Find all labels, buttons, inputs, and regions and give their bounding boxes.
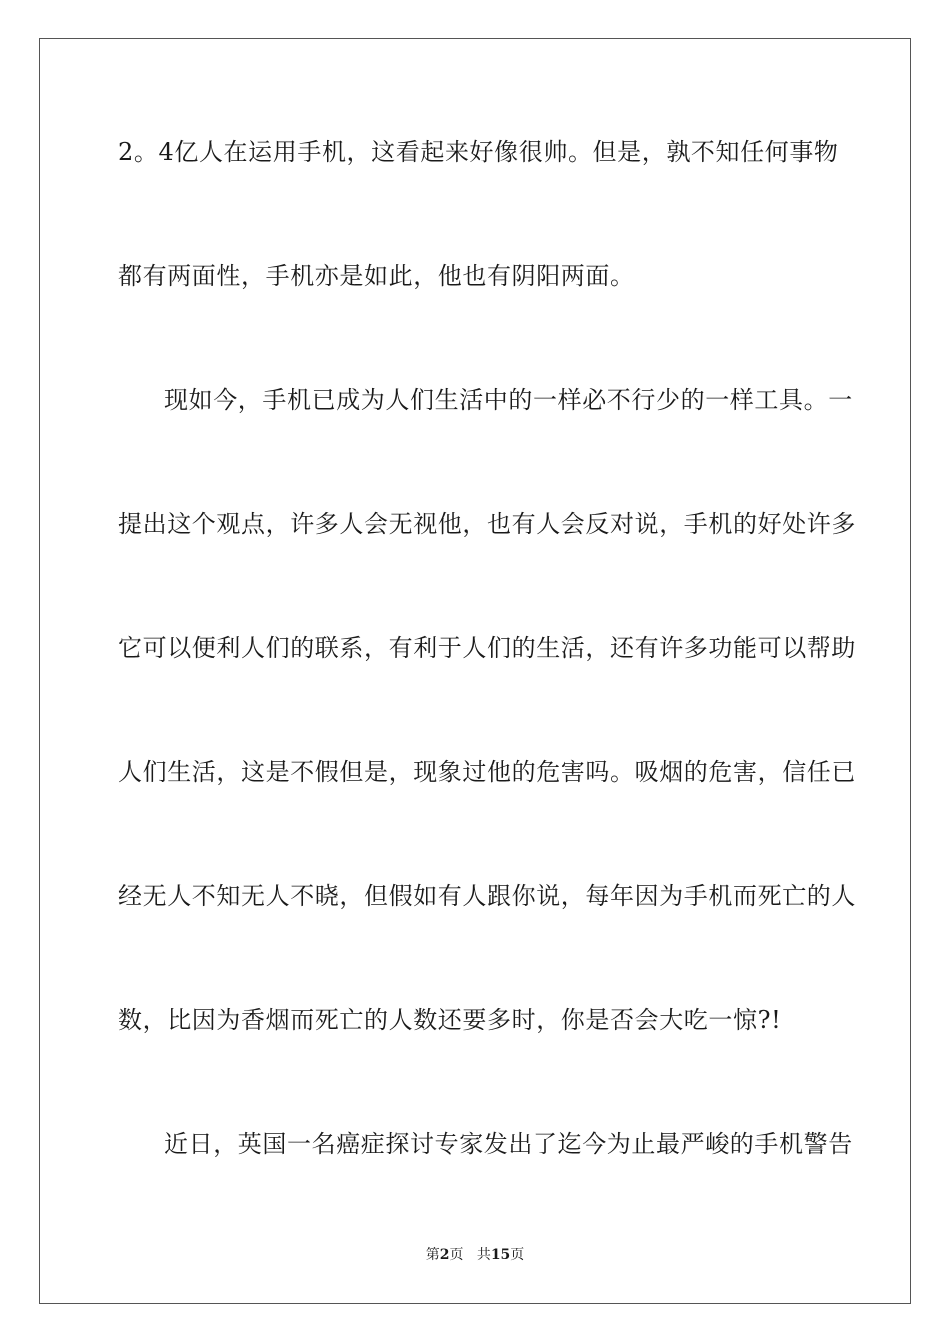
footer-gap xyxy=(463,1247,476,1263)
paragraph-first-line: 近日，英国一名癌症探讨专家发出了迄今为止最严峻的手机警告 xyxy=(164,1130,853,1158)
text-line: 提出这个观点，许多人会无视他，也有人会反对说，手机的好处许多 xyxy=(118,510,856,538)
footer-page-suffix: 页 xyxy=(449,1247,464,1263)
page-border xyxy=(39,38,911,1304)
text-line: 数，比因为香烟而死亡的人数还要多时，你是否会大吃一惊?! xyxy=(118,1006,782,1034)
text-line: 它可以便利人们的联系，有利于人们的生活，还有许多功能可以帮助 xyxy=(118,634,856,662)
text-line: 2。4亿人在运用手机，这看起来好像很帅。但是，孰不知任何事物 xyxy=(118,138,839,166)
paragraph-first-line: 现如今，手机已成为人们生活中的一样必不行少的一样工具。一 xyxy=(164,386,853,414)
footer-total-suffix: 页 xyxy=(510,1247,525,1263)
page-footer xyxy=(0,1246,950,1264)
text-line: 人们生活，这是不假但是，现象过他的危害吗。吸烟的危害，信任已 xyxy=(118,758,856,786)
text-line: 都有两面性，手机亦是如此，他也有阴阳两面。 xyxy=(118,262,635,290)
page-number: 2 xyxy=(439,1247,450,1263)
footer-total-prefix: 共 xyxy=(476,1247,491,1263)
total-pages: 15 xyxy=(490,1247,511,1263)
footer-prefix: 第 xyxy=(425,1247,440,1263)
text-line: 经无人不知无人不晓，但假如有人跟你说，每年因为手机而死亡的人 xyxy=(118,882,856,910)
